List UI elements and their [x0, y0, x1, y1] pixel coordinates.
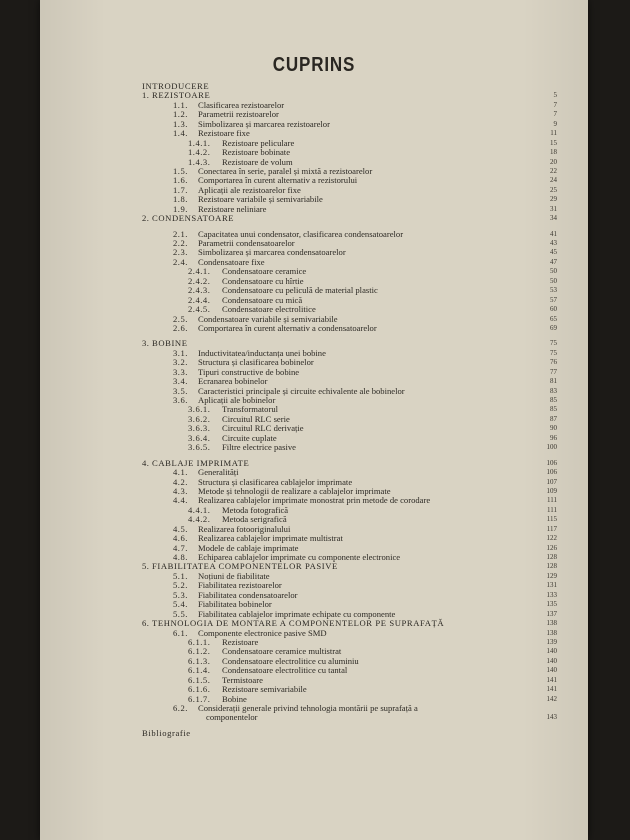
toc-entry-title: Bibliografie — [142, 727, 191, 738]
book-page — [40, 0, 588, 840]
toc-entry-page: 69 — [550, 323, 557, 332]
toc-entry-title: Condensatoare cu mică — [222, 294, 303, 305]
toc-entry-page: 109 — [546, 486, 557, 495]
toc-entry-page: 50 — [550, 276, 557, 285]
toc-entry-number: 3.1. — [173, 347, 188, 358]
toc-entry-page: 24 — [550, 176, 557, 185]
toc-entry-number: 6.1.1. — [188, 636, 211, 647]
toc-entry-title: Aplicații ale rezistoarelor fixe — [198, 184, 301, 195]
toc-entry-page: 31 — [550, 204, 557, 213]
toc-entry-page: 139 — [546, 637, 557, 646]
toc-entry-number: 6.1.2. — [188, 646, 211, 657]
toc-entry-page: 57 — [550, 295, 557, 304]
toc-entry-title: Caracteristici principale și circuite echivalente ale bobinelor — [198, 385, 405, 396]
toc-entry-number: 1. — [142, 90, 150, 101]
toc-entry-number: 4.5. — [173, 523, 188, 534]
toc-entry-page: 15 — [550, 138, 557, 147]
toc-entry — [142, 713, 557, 722]
toc-entry-number: 1.4.1. — [188, 137, 211, 148]
toc-entry-page: 83 — [550, 386, 557, 395]
toc-entry-page: 138 — [546, 619, 557, 628]
toc-entry-title: Comportarea în curent alternativ a rezistorului — [198, 175, 358, 186]
toc-entry-number: 3.6.1. — [188, 404, 211, 415]
toc-entry-title: Condensatoare fixe — [198, 256, 265, 267]
toc-entry-title: Simbolizarea și marcarea rezistoarelor — [198, 118, 330, 129]
toc-entry-number: 1.3. — [173, 118, 188, 129]
toc-entry-number: 6. — [142, 618, 150, 629]
toc-entry-title: Circuitul RLC serie — [222, 413, 290, 424]
toc-entry-page: 75 — [550, 339, 557, 348]
toc-entry-page: 45 — [550, 248, 557, 257]
toc-entry-page: 111 — [547, 496, 557, 505]
toc-entry-page: 122 — [546, 534, 557, 543]
toc-entry-page: 135 — [546, 600, 557, 609]
toc-entry-title: Realizarea fotooriginalului — [198, 523, 291, 534]
toc-entry-number: 5.3. — [173, 589, 188, 600]
toc-entry-title: Simbolizarea și marcarea condensatoarelor — [198, 247, 346, 258]
toc-entry-page: 29 — [550, 195, 557, 204]
toc-entry-number: 1.8. — [173, 194, 188, 205]
toc-entry-page: 140 — [546, 666, 557, 675]
toc-entry-title: Metoda serigrafică — [222, 514, 287, 525]
toc-entry-page: 77 — [550, 367, 557, 376]
toc-entry-page: 115 — [546, 515, 557, 524]
toc-entry-page: 75 — [550, 348, 557, 357]
toc-entry-page: 126 — [546, 543, 557, 552]
toc-entry-title: Condensatoare cu hîrtie — [222, 275, 304, 286]
toc-entry-number: 2.3. — [173, 247, 188, 258]
toc-entry-title: Fiabilitatea condensatoarelor — [198, 589, 298, 600]
toc-entry-number: 2. — [142, 213, 150, 224]
toc-entry-title: Filtre electrice pasive — [222, 442, 296, 453]
toc-entry-number: 4.8. — [173, 552, 188, 562]
toc-entry — [142, 704, 557, 713]
toc-entry-title: Rezistoare neliniare — [198, 203, 267, 214]
toc-entry-title: Comportarea în curent alternativ a condensatoarelor — [198, 322, 377, 333]
toc-entry-page: 133 — [546, 590, 557, 599]
toc-entry-number: 5.4. — [173, 599, 188, 610]
toc-entry-title: Realizarea cablajelor imprimate monostrat prin metode de corodare — [198, 495, 431, 506]
toc-entry-page: 140 — [546, 647, 557, 656]
toc-entry-page: 96 — [550, 433, 557, 442]
toc-entry-title: Clasificarea rezistoarelor — [198, 99, 285, 110]
toc-entry-number: 4.4. — [173, 495, 188, 506]
toc-entry-page: 41 — [550, 229, 557, 238]
toc-entry-title: Parametrii condensatoarelor — [198, 238, 295, 248]
toc-entry-title: Condensatoare electrolitice cu aluminiu — [222, 655, 359, 666]
toc-entry-page: 5 — [553, 91, 557, 100]
toc-entry-page: 60 — [550, 305, 557, 314]
toc-entry-title: Structura și clasificarea cablajelor imprimate — [198, 476, 353, 487]
toc-entry-number: 2.5. — [173, 313, 188, 324]
toc-entry-number: 4.4.2. — [188, 514, 211, 525]
toc-entry-title: Parametrii rezistoarelor — [198, 109, 279, 120]
toc-entry-title: Realizarea cablajelor imprimate multistrat — [198, 533, 343, 544]
toc-entry-page: 50 — [550, 267, 557, 276]
toc-entry-number: 3.6.2. — [188, 413, 211, 424]
toc-entry-page: 85 — [550, 405, 557, 414]
toc-entry-page: 11 — [550, 129, 557, 138]
toc-entry-title: Rezistoare de volum — [222, 156, 293, 167]
toc-entry-number: 4.3. — [173, 485, 188, 496]
toc-entry-page: 137 — [546, 609, 557, 618]
toc-entry-page: 7 — [553, 110, 557, 119]
toc-entry-number: 6.1.4. — [188, 665, 211, 676]
toc-entry-page: 18 — [550, 148, 557, 157]
toc-entry-page: 76 — [550, 358, 557, 367]
toc-entry-title: Rezistoare bobinate — [222, 147, 291, 158]
toc-entry — [142, 324, 557, 333]
toc-entry-page: 129 — [546, 571, 557, 580]
toc-entry-number: 4.2. — [173, 476, 188, 487]
toc-entry-page: 138 — [546, 628, 557, 637]
toc-entry-number: 5.5. — [173, 608, 188, 619]
toc-entry-number: 5. — [142, 561, 150, 572]
toc-entry-title: Fiabilitatea bobinelor — [198, 599, 272, 610]
toc-entry-title: Condensatoare ceramice — [222, 266, 307, 277]
toc-entry-title: Rezistoare peliculare — [222, 137, 295, 148]
toc-entry-number: 4.4.1. — [188, 504, 211, 515]
toc-entry-number: 2.4. — [173, 256, 188, 267]
toc-entry-title: CABLAJE IMPRIMATE — [152, 457, 250, 468]
toc-entry-title: Rezistoare — [222, 636, 259, 647]
toc-entry-page: 128 — [546, 562, 557, 571]
toc-entry-page: 100 — [546, 443, 557, 452]
toc-entry-title: Capacitatea unui condensator, clasificarea condensatoarelor — [198, 228, 404, 239]
toc-entry-title: Inductivitatea/inductanța unei bobine — [198, 347, 326, 358]
toc-entry-title: Condensatoare electrolitice — [222, 304, 316, 315]
toc-entry-number: 3.2. — [173, 357, 188, 368]
toc-entry-number: 6.1. — [173, 627, 188, 638]
toc-entry-number: 2.4.5. — [188, 304, 211, 315]
toc-entry-title: Condensatoare ceramice multistrat — [222, 646, 342, 657]
toc-entry-number: 2.1. — [173, 228, 188, 239]
toc-entry-number: 2.2. — [173, 238, 188, 248]
toc-entry-number: 3.6.5. — [188, 442, 211, 453]
toc-entry-number: 4.6. — [173, 533, 188, 544]
toc-entry-title: Echiparea cablajelor imprimate cu componente electronice — [198, 552, 401, 562]
toc-entry-page: 107 — [546, 477, 557, 486]
toc-entry-number: 6.1.3. — [188, 655, 211, 666]
toc-entry-page: 111 — [547, 505, 557, 514]
toc-entry-number: 4. — [142, 457, 150, 468]
toc-entry-title: BOBINE — [152, 338, 188, 349]
toc-entry-page: 34 — [550, 214, 557, 223]
toc-entry — [142, 443, 557, 452]
toc-entry-title: Circuitul RLC derivație — [222, 423, 304, 434]
toc-entry-number: 1.2. — [173, 109, 188, 120]
toc-entry-page: 22 — [550, 166, 557, 175]
toc-entry-title: TEHNOLOGIA DE MONTARE A COMPONENTELOR PE SUPRAFAȚĂ — [152, 618, 445, 629]
toc-entry-title: Fiabilitatea rezistoarelor — [198, 580, 282, 591]
toc-entry-number: 1.1. — [173, 99, 188, 110]
toc-entry-title: INTRODUCERE — [142, 81, 210, 91]
toc-entry-page: 85 — [550, 396, 557, 404]
toc-entry-title: Condensatoare electrolitice cu tantal — [222, 665, 348, 676]
toc-entry-number: 1.6. — [173, 175, 188, 186]
toc-entry-page: 117 — [546, 524, 557, 533]
toc-entry-title: FIABILITATEA COMPONENTELOR PASIVE — [152, 561, 338, 572]
toc-entry-title: Rezistoare semivariabile — [222, 684, 307, 695]
toc-entry-title: Condensatoare cu peliculă de material plastic — [222, 285, 378, 296]
toc-entry-page: 140 — [546, 656, 557, 665]
toc-entry-page: 20 — [550, 157, 557, 166]
toc-entry-page: 106 — [546, 458, 557, 467]
toc-entry-title: Condensatoare variabile și semivariabile — [198, 313, 338, 324]
toc-entry-number: 5.2. — [173, 580, 188, 591]
page-title: CUPRINS — [272, 54, 356, 76]
toc-entry-number: 6.1.6. — [188, 684, 211, 695]
toc-entry-number: 2.4.2. — [188, 275, 211, 286]
toc-entry — [142, 729, 557, 738]
toc-entry-page: 47 — [550, 257, 557, 266]
toc-entry-page: 141 — [546, 685, 557, 694]
toc-entry-number: 1.9. — [173, 203, 188, 214]
toc-entry-number: 2.4.3. — [188, 285, 211, 296]
toc-entry-title: CONDENSATOARE — [152, 213, 235, 224]
toc-entry-number: 6.1.7. — [188, 693, 211, 704]
toc-entry-page: 128 — [546, 553, 557, 561]
toc-entry-title: Bobine — [222, 693, 247, 704]
toc-entry-title: Fiabilitatea cablajelor imprimate echipate cu componente — [198, 608, 396, 619]
toc-entry-title: Considerații generale privind tehnologia montării pe suprafață a — [198, 703, 418, 713]
toc-entry-page: 53 — [550, 286, 557, 295]
toc-entry-page: 131 — [546, 581, 557, 590]
toc-entry-title: componentelor — [206, 712, 258, 723]
toc-entry-page: 25 — [550, 185, 557, 194]
toc-entry-number: 2.6. — [173, 322, 188, 333]
toc-entry-title: Tipuri constructive de bobine — [198, 366, 300, 377]
toc-entry-title: Noțiuni de fiabilitate — [198, 570, 270, 581]
toc-entry-number: 2.4.1. — [188, 266, 211, 277]
toc-entry-page: 87 — [550, 414, 557, 423]
toc-entry-page: 43 — [550, 239, 557, 247]
toc-entry-title: Termistoare — [222, 674, 263, 685]
toc-entry-title: Structura și clasificarea bobinelor — [198, 357, 314, 368]
toc-entry-title: Conectarea în serie, paralel și mixtă a rezistoarelor — [198, 165, 373, 176]
toc-entry-number: 1.4.3. — [188, 156, 211, 167]
toc-entry-title: Ecranarea bobinelor — [198, 376, 268, 387]
toc-entry-number: 1.4.2. — [188, 147, 211, 158]
toc-entry-number: 3.4. — [173, 376, 188, 387]
toc-entry-title: Componente electronice pasive SMD — [198, 627, 327, 638]
toc-entry-page: 81 — [550, 377, 557, 386]
toc-entry-number: 3.3. — [173, 366, 188, 377]
toc-entry — [142, 214, 557, 223]
toc-entry-number: 2.4.4. — [188, 294, 211, 305]
toc-entry-title: Metode și tehnologii de realizare a cablajelor imprimate — [198, 485, 391, 496]
toc-entry-number: 1.4. — [173, 128, 188, 139]
toc-entry-number: 4.7. — [173, 542, 188, 553]
table-of-contents — [142, 82, 557, 738]
toc-entry-title: Circuite cuplate — [222, 432, 277, 443]
toc-entry-title: REZISTOARE — [152, 90, 211, 101]
toc-entry-number: 1.5. — [173, 165, 188, 176]
toc-entry-number: 4.1. — [173, 467, 188, 478]
toc-entry-page: 9 — [553, 119, 557, 128]
toc-entry-page: 106 — [546, 468, 557, 477]
toc-entry-page: 143 — [546, 713, 557, 722]
toc-entry-title: Metoda fotografică — [222, 504, 289, 515]
toc-entry-page: 90 — [550, 424, 557, 433]
toc-entry-title: Transformatorul — [222, 404, 279, 415]
toc-entry-page: 141 — [546, 675, 557, 684]
toc-entry-title: Aplicații ale bobinelor — [198, 395, 276, 405]
toc-entry-number: 6.2. — [173, 703, 188, 713]
toc-entry-number: 3.6.4. — [188, 432, 211, 443]
toc-entry-title: Rezistoare variabile și semivariabile — [198, 194, 323, 205]
toc-entry-page: 7 — [553, 100, 557, 109]
toc-entry-number: 5.1. — [173, 570, 188, 581]
toc-entry-page: 65 — [550, 314, 557, 323]
toc-entry-number: 3.6.3. — [188, 423, 211, 434]
toc-entry-number: 3.6. — [173, 395, 188, 405]
toc-entry-title: Modele de cablaje imprimate — [198, 542, 299, 553]
toc-entry-page: 142 — [546, 694, 557, 703]
toc-entry-number: 6.1.5. — [188, 674, 211, 685]
toc-entry-title: Generalități — [198, 467, 239, 478]
toc-entry-number: 3. — [142, 338, 150, 349]
toc-entry-title: Rezistoare fixe — [198, 128, 250, 139]
toc-entry-number: 3.5. — [173, 385, 188, 396]
toc-entry-number: 1.7. — [173, 184, 188, 195]
